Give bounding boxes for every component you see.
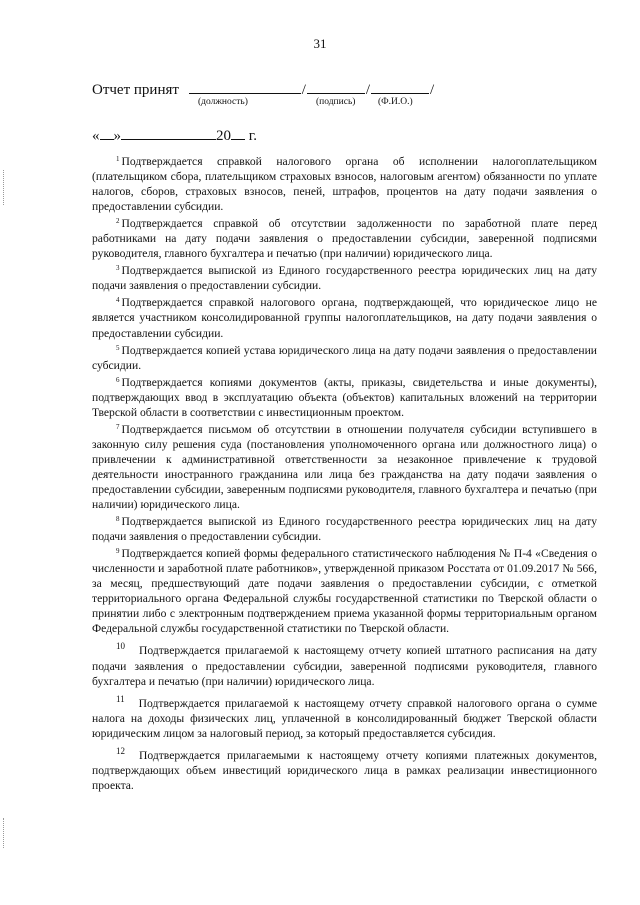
separator-slash: / xyxy=(365,82,371,98)
footnote-number: 3 xyxy=(116,264,120,273)
report-accepted-label: Отчет принят xyxy=(92,82,179,98)
separator-slash: / xyxy=(430,82,435,98)
footnote-number: 10 xyxy=(116,641,125,652)
separator-slash: / xyxy=(301,82,306,98)
position-blank xyxy=(189,80,301,94)
page-number: 31 xyxy=(313,36,327,51)
date-close-quote: » xyxy=(113,128,121,144)
footnote-item xyxy=(92,512,597,544)
footnote-number: 2 xyxy=(116,217,120,226)
scan-artifact-bottom xyxy=(3,818,5,848)
name-blank xyxy=(371,80,429,94)
footnote-text: Подтверждается справкой налогового органа, подтверждающей, что юридическое лицо не является участником консолидированной группы налогоплательщиков, на дату подачи заявления о предоставлении субсидии. xyxy=(92,296,597,340)
scan-artifact-top xyxy=(3,170,5,205)
signature-blank xyxy=(307,80,365,94)
caption-name: (Ф.И.О.) xyxy=(378,97,413,107)
footnote-item xyxy=(92,341,597,373)
footnote-text: Подтверждается письмом об отсутствии в отношении получателя субсидии вступившего в законную силу решения суда (постановления уполномоченного органа или должностного лица) о привлечении к административной ответственности за незаконное привлечение к трудовой деятельности иностранного гражданина или лица без гражданства на дату подачи заявления о предоставлении субсидии, заверенным подписями руководителя, главного бухгалтера и печатью (при наличии) юридического лица. xyxy=(92,422,597,512)
footnote-item xyxy=(92,261,597,293)
footnote-number: 11 xyxy=(116,693,125,704)
footnote-text: Подтверждается выпиской из Единого государственного реестра юридических лиц на дату подачи заявления о предоставлении субсидии. xyxy=(92,515,597,544)
footnote-number: 8 xyxy=(116,515,120,524)
footnote-item xyxy=(92,214,597,261)
footnote-text: Подтверждается выпиской из Единого государственного реестра юридических лиц на дату подачи заявления о предоставлении субсидии. xyxy=(92,264,597,293)
footnote-text: Подтверждается прилагаемой к настоящему отчету копией штатного расписания на дату подачи заявления о предоставлении субсидии, заверенной подписями руководителя, главного бухгалтера и печатью (при наличии) юридического лица. xyxy=(92,644,597,688)
year-prefix: 20 xyxy=(216,128,231,144)
footnotes-list xyxy=(92,152,597,793)
year-suffix: г. xyxy=(248,128,257,144)
footnote-text: Подтверждается прилагаемыми к настоящему отчету копиями платежных документов, подтверждающих объем инвестиций юридического лица в рамках реализации инвестиционного проекта. xyxy=(92,748,597,792)
footnote-number: 7 xyxy=(116,422,120,431)
footnote-item xyxy=(92,692,597,741)
footnote-item xyxy=(92,744,597,793)
footnote-item xyxy=(92,152,597,214)
footnote-text: Подтверждается копией формы федерального статистического наблюдения № П-4 «Сведения о численности и заработной плате работников», утвержденной приказом Росстата от 01.09.2017 № 566, за месяц, предшествующий дате подачи заявления о предоставлении субсидии, с отметкой территориального органа Федеральной службы государственной статистики по Тверской области о принятии либо с электронным подтверждением приема указанной формы территориальным органом Федеральной службы государственной статистики по Тверской области. xyxy=(92,547,597,636)
footnote-item xyxy=(92,293,597,340)
year-blank xyxy=(231,126,245,140)
footnote-number: 9 xyxy=(116,547,120,556)
footnote-text: Подтверждается справкой об отсутствии задолженности по заработной плате перед работниками на дату подачи заявления о предоставлении субсидии, заверенной подписями руководителя, главного бухгалтера и печатью (при наличии) юридического лица. xyxy=(92,217,597,261)
day-blank xyxy=(100,126,114,140)
footnote-text: Подтверждается копиями документов (акты, приказы, свидетельства и иные документы), подтверждающих ввод в эксплуатацию объекта (объектов) капитальных вложений на территории Тверской области в соответствии с инвестиционным проектом. xyxy=(92,375,597,419)
date-open-quote: « xyxy=(92,128,100,144)
footnote-number: 4 xyxy=(116,296,120,305)
footnote-item xyxy=(92,373,597,420)
footnote-number: 6 xyxy=(116,375,120,384)
footnote-text: Подтверждается копией устава юридического лица на дату подачи заявления о предоставлении субсидии. xyxy=(92,343,597,372)
caption-signature: (подпись) xyxy=(316,97,356,107)
footnote-item xyxy=(92,420,597,512)
footnote-number: 5 xyxy=(116,343,120,352)
footnote-number: 1 xyxy=(116,155,120,163)
footnote-item xyxy=(92,639,597,688)
footnote-text: Подтверждается справкой налогового органа об исполнении налогоплательщиком (плательщиком сбора, плательщиком страховых взносов, налоговым агентом) обязанности по уплате налогов, сборов, страховых взносов, пеней, штрафов, процентов на дату подачи заявления о предоставлении субсидии. xyxy=(92,155,597,214)
footnote-text: Подтверждается прилагаемой к настоящему отчету справкой налогового органа о сумме налога на доходы физических лиц, уплаченной в консолидированный бюджет Тверской области юридическим лицом за налоговый период, за который предоставляется субсидия. xyxy=(92,696,597,740)
month-blank xyxy=(121,126,216,140)
caption-position: (должность) xyxy=(198,97,248,107)
date-line xyxy=(92,126,257,145)
footnote-number: 12 xyxy=(116,745,125,756)
footnote-item xyxy=(92,544,597,636)
